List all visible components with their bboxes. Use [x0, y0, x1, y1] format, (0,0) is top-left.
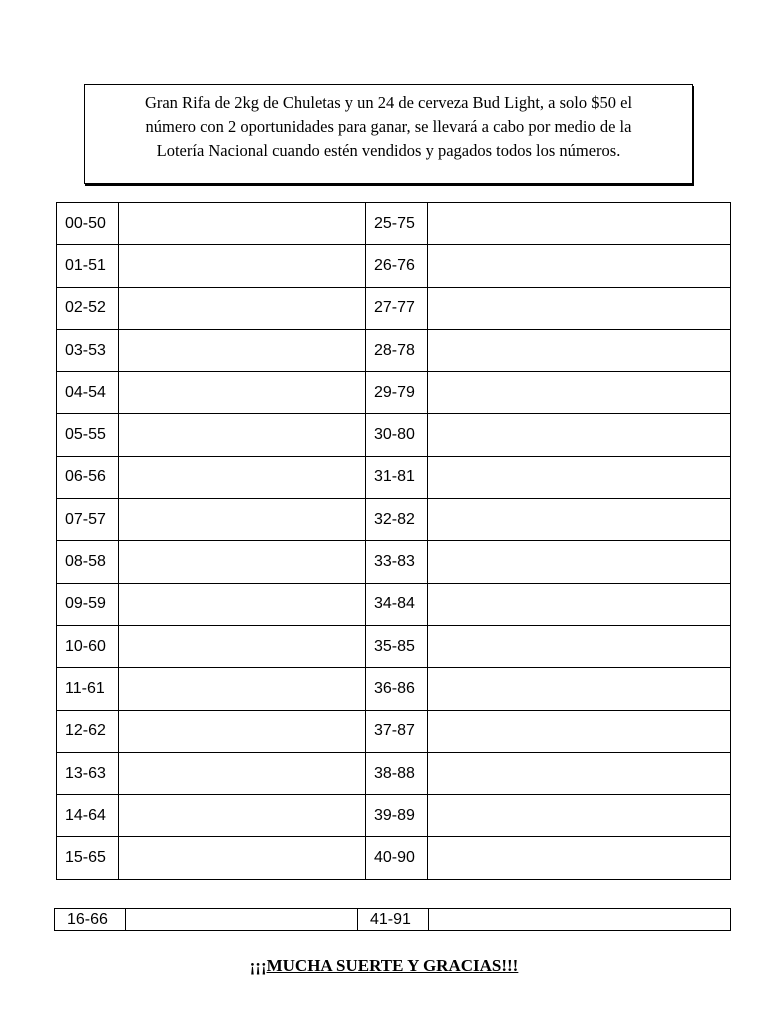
buyer-name-cell[interactable] [126, 909, 358, 931]
raffle-number-cell: 29-79 [366, 372, 428, 414]
raffle-number-cell: 09-59 [57, 583, 119, 625]
buyer-name-cell[interactable] [119, 837, 366, 879]
raffle-number-cell: 10-60 [57, 625, 119, 667]
raffle-number-cell: 28-78 [366, 329, 428, 371]
raffle-extra-row-table [54, 908, 731, 931]
raffle-number-cell: 01-51 [57, 245, 119, 287]
raffle-number-cell: 15-65 [57, 837, 119, 879]
table-row [57, 499, 731, 541]
buyer-name-cell[interactable] [119, 287, 366, 329]
table-row [57, 710, 731, 752]
raffle-number-cell: 40-90 [366, 837, 428, 879]
buyer-name-cell[interactable] [428, 583, 731, 625]
raffle-number-cell: 16-66 [55, 909, 126, 931]
table-row [57, 752, 731, 794]
buyer-name-cell[interactable] [428, 372, 731, 414]
raffle-number-cell: 07-57 [57, 499, 119, 541]
buyer-name-cell[interactable] [428, 499, 731, 541]
buyer-name-cell[interactable] [119, 456, 366, 498]
buyer-name-cell[interactable] [119, 668, 366, 710]
description-line-2: número con 2 oportunidades para ganar, se llevará a cabo por medio de la [145, 117, 632, 136]
buyer-name-cell[interactable] [428, 710, 731, 752]
table-row [57, 625, 731, 667]
buyer-name-cell[interactable] [428, 245, 731, 287]
table-row [57, 287, 731, 329]
buyer-name-cell[interactable] [119, 203, 366, 245]
table-row [57, 203, 731, 245]
raffle-number-cell: 32-82 [366, 499, 428, 541]
buyer-name-cell[interactable] [119, 710, 366, 752]
table-row [55, 909, 731, 931]
raffle-number-cell: 25-75 [366, 203, 428, 245]
buyer-name-cell[interactable] [119, 795, 366, 837]
raffle-number-cell: 00-50 [57, 203, 119, 245]
buyer-name-cell[interactable] [119, 583, 366, 625]
buyer-name-cell[interactable] [119, 625, 366, 667]
buyer-name-cell[interactable] [428, 752, 731, 794]
buyer-name-cell[interactable] [119, 752, 366, 794]
raffle-numbers-table [56, 202, 731, 880]
buyer-name-cell[interactable] [119, 541, 366, 583]
buyer-name-cell[interactable] [119, 414, 366, 456]
table-row [57, 668, 731, 710]
table-row [57, 372, 731, 414]
raffle-number-cell: 38-88 [366, 752, 428, 794]
table-row [57, 329, 731, 371]
raffle-number-cell: 31-81 [366, 456, 428, 498]
raffle-number-cell: 08-58 [57, 541, 119, 583]
table-row [57, 456, 731, 498]
raffle-number-cell: 26-76 [366, 245, 428, 287]
table-row [57, 245, 731, 287]
raffle-number-cell: 41-91 [358, 909, 429, 931]
buyer-name-cell[interactable] [429, 909, 731, 931]
buyer-name-cell[interactable] [119, 499, 366, 541]
raffle-number-cell: 05-55 [57, 414, 119, 456]
raffle-number-cell: 33-83 [366, 541, 428, 583]
raffle-number-cell: 36-86 [366, 668, 428, 710]
raffle-number-cell: 13-63 [57, 752, 119, 794]
raffle-description-box [84, 84, 693, 184]
raffle-number-cell: 04-54 [57, 372, 119, 414]
table-row [57, 414, 731, 456]
raffle-number-cell: 06-56 [57, 456, 119, 498]
table-row [57, 795, 731, 837]
buyer-name-cell[interactable] [428, 203, 731, 245]
buyer-name-cell[interactable] [428, 795, 731, 837]
table-row [57, 583, 731, 625]
raffle-number-cell: 11-61 [57, 668, 119, 710]
buyer-name-cell[interactable] [428, 625, 731, 667]
raffle-number-cell: 14-64 [57, 795, 119, 837]
raffle-number-cell: 34-84 [366, 583, 428, 625]
buyer-name-cell[interactable] [428, 837, 731, 879]
buyer-name-cell[interactable] [119, 372, 366, 414]
raffle-number-cell: 27-77 [366, 287, 428, 329]
raffle-number-cell: 12-62 [57, 710, 119, 752]
thank-you-footer: ¡¡¡MUCHA SUERTE Y GRACIAS!!! [249, 956, 519, 975]
buyer-name-cell[interactable] [119, 329, 366, 371]
raffle-number-cell: 30-80 [366, 414, 428, 456]
buyer-name-cell[interactable] [428, 414, 731, 456]
description-line-3: Lotería Nacional cuando estén vendidos y pagados todos los números. [156, 141, 621, 160]
buyer-name-cell[interactable] [428, 287, 731, 329]
raffle-number-cell: 37-87 [366, 710, 428, 752]
buyer-name-cell[interactable] [428, 329, 731, 371]
raffle-number-cell: 03-53 [57, 329, 119, 371]
buyer-name-cell[interactable] [119, 245, 366, 287]
buyer-name-cell[interactable] [428, 668, 731, 710]
buyer-name-cell[interactable] [428, 541, 731, 583]
raffle-number-cell: 35-85 [366, 625, 428, 667]
raffle-number-cell: 02-52 [57, 287, 119, 329]
raffle-number-cell: 39-89 [366, 795, 428, 837]
description-line-1: Gran Rifa de 2kg de Chuletas y un 24 de cerveza Bud Light, a solo $50 el [144, 93, 633, 112]
table-row [57, 837, 731, 879]
table-row [57, 541, 731, 583]
buyer-name-cell[interactable] [428, 456, 731, 498]
